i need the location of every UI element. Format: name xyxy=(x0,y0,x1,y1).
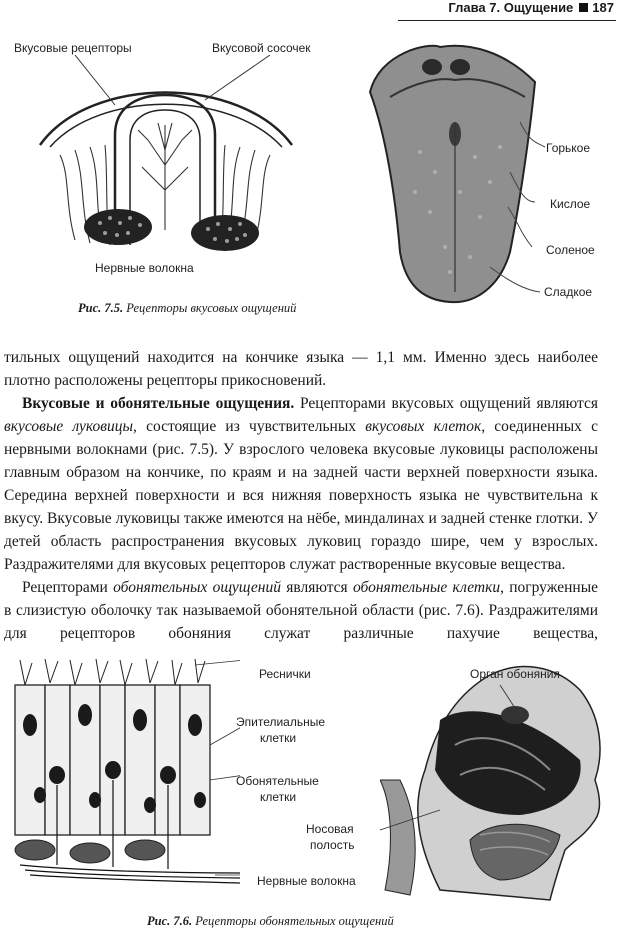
label-salty: Соленое xyxy=(546,243,595,257)
page-number: 187 xyxy=(592,0,614,15)
figure-7-5-title: Рецепторы вкусовых ощущений xyxy=(126,301,297,315)
label-nasal-line1: Носовая xyxy=(306,822,354,836)
label-sour: Кислое xyxy=(550,197,591,211)
nasal-cavity-illustration xyxy=(380,660,615,905)
label-bitter: Горькое xyxy=(546,141,591,155)
section-heading: Вкусовые и обонятельные ощущения. xyxy=(22,395,295,412)
label-taste-receptors: Вкусовые рецепторы xyxy=(14,41,132,55)
figure-7-5-caption xyxy=(78,301,296,316)
label-nerve-fibers-7-6: Нервные волокна xyxy=(257,874,356,888)
olfactory-epithelium-illustration xyxy=(10,655,240,895)
running-header xyxy=(400,0,614,18)
label-sweet: Сладкое xyxy=(544,285,593,299)
label-taste-papilla: Вкусовой сосочек xyxy=(212,41,311,55)
label-epithelial-line1: Эпителиальные xyxy=(236,715,326,729)
label-olfactory-line1: Обонятельные xyxy=(236,774,319,788)
figure-7-5-number: Рис. 7.5. xyxy=(78,301,124,315)
chapter-title: Глава 7. Ощущение xyxy=(448,0,574,15)
label-olfactory-organ: Орган обоняния xyxy=(470,667,560,681)
paragraph-2: Вкусовые и обонятельные ощущения. Рецепторами вкусовых ощущений являются вкусовые луковицы, состоящие из чувствительных вкусовых клеток, соединенных с нервными волокнами (рис. 7.5). У взрослого человека вкусовые луковицы расположены главным образом на кончике, по краям и на задней части верхней поверхности языка. Середина верхней поверхности и вся нижняя поверхность языка не чувствительна к вкусу. Вкусовые луковицы также имеются на нёбе, миндалинах и задней стенке глотки. У детей область распространения вкусовых луковиц гораздо шире, чем у взрослых. Раздражителями для вкусовых рецепторов служат растворенные вкусовые вещества. xyxy=(4,395,599,573)
body-text xyxy=(4,346,598,645)
taste-papilla-illustration xyxy=(20,55,310,255)
square-bullet-icon xyxy=(579,3,588,12)
paragraph-1: тильных ощущений находится на кончике языка — 1,1 мм. Именно здесь наиболее плотно расположены рецепторы прикосновений. xyxy=(4,349,598,389)
label-nasal-line2: полость xyxy=(310,838,355,852)
header-rule xyxy=(398,20,616,21)
tongue-illustration xyxy=(360,42,620,307)
figure-7-6-title: Рецепторы обонятельных ощущений xyxy=(195,914,394,928)
label-cilia: Реснички xyxy=(259,667,311,681)
paragraph-3: Рецепторами обонятельных ощущений являются обонятельные клетки, погруженные в слизистую оболочку так называемой обонятельной области (рис. 7.6). Раздражителями для рецепторов обоняния служат различные пахучие вещества, xyxy=(4,579,598,642)
figure-7-6-number: Рис. 7.6. xyxy=(147,914,193,928)
label-olfactory-line2: клетки xyxy=(260,790,297,804)
label-epithelial-line2: клетки xyxy=(260,731,297,745)
figure-7-6-caption xyxy=(147,914,394,929)
label-nerve-fibers-7-5: Нервные волокна xyxy=(95,261,194,275)
